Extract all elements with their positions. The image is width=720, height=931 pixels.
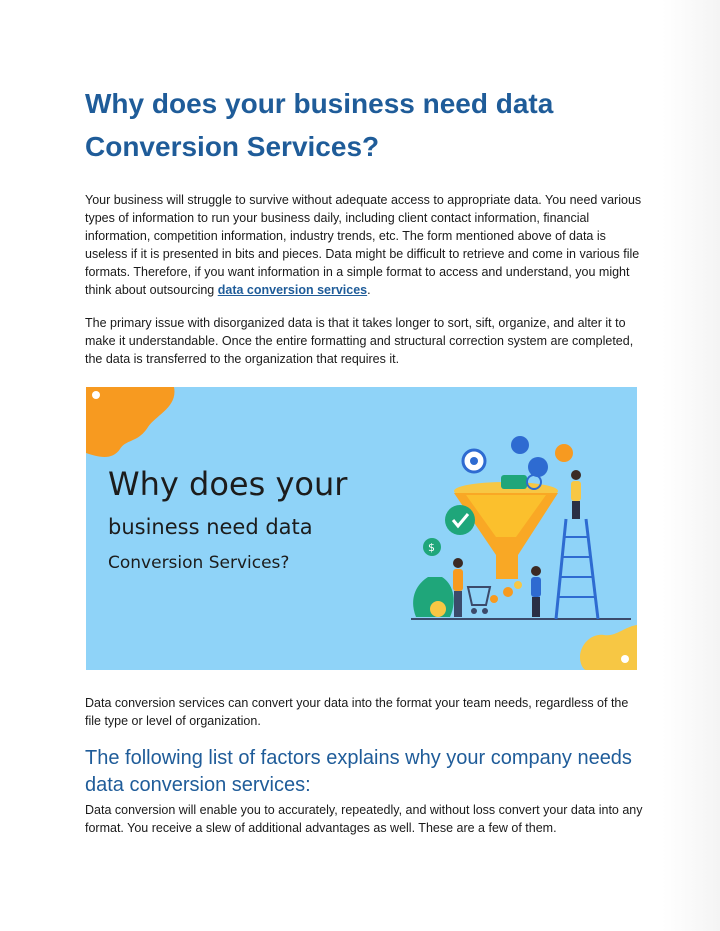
blob-dot	[92, 391, 100, 399]
person-body	[453, 569, 463, 591]
factors-subheading: The following list of factors explains why your company needs data conversion services:	[85, 747, 632, 796]
person-legs	[532, 597, 540, 617]
intro-paragraph	[85, 191, 645, 299]
yellow-blob-shape	[580, 625, 637, 670]
intro-text-end: .	[367, 283, 371, 297]
banner-heading-line3: Conversion Services?	[108, 553, 290, 573]
funnel-drop	[490, 595, 498, 603]
person-body	[531, 577, 541, 597]
person-head	[453, 558, 463, 568]
chat-icon	[528, 457, 548, 477]
ladder-shape	[556, 519, 598, 619]
funnel-drop	[503, 587, 513, 597]
blob-dot	[621, 655, 629, 663]
user-icon	[511, 436, 529, 454]
person-legs	[572, 501, 580, 519]
person-head	[571, 470, 581, 480]
data-conversion-services-link[interactable]: data conversion services	[217, 283, 368, 297]
check-badge-icon	[445, 505, 475, 535]
person-body	[571, 481, 581, 501]
shopping-cart-icon	[468, 587, 490, 605]
conversion-paragraph: Data conversion services can convert your data into the format your team needs, regardless of the file type or level of organization.	[85, 696, 629, 728]
person-head	[531, 566, 541, 576]
banner-heading-line2: business need data	[108, 515, 313, 539]
hero-banner-image	[86, 387, 637, 670]
location-icon	[555, 444, 573, 462]
banner-heading-line1: Why does your	[108, 465, 348, 503]
orange-blob-shape	[86, 387, 174, 457]
disorganized-data-paragraph: The primary issue with disorganized data is that it takes longer to sort, sift, organize, and alter it to make it understandable. Once the entire formatting and structural correction system are completed, the data is transferred to the organization that requires it.	[85, 316, 634, 366]
coin-icon	[430, 601, 446, 617]
advantages-paragraph: Data conversion will enable you to accurately, repeatedly, and without loss convert your data into any format. You receive a slew of additional advantages as well. These are a few of them.	[85, 803, 643, 835]
card-icon	[501, 475, 527, 489]
article-title: Why does your business need data Conversion Services?	[85, 88, 554, 162]
funnel-drop	[514, 581, 522, 589]
svg-text:$: $	[428, 541, 435, 554]
person-legs	[454, 591, 462, 617]
intro-text: Your business will struggle to survive without adequate access to appropriate data. You need various types of information to run your business daily, including client contact information, financial information, competition information, industry trends, etc. The form mentioned above of data is useless if it is presented in bits and pieces. Data might be difficult to retrieve and come in various file formats. Therefore, if you want information in a simple format to access and understand, you might think about outsourcing	[85, 193, 642, 297]
